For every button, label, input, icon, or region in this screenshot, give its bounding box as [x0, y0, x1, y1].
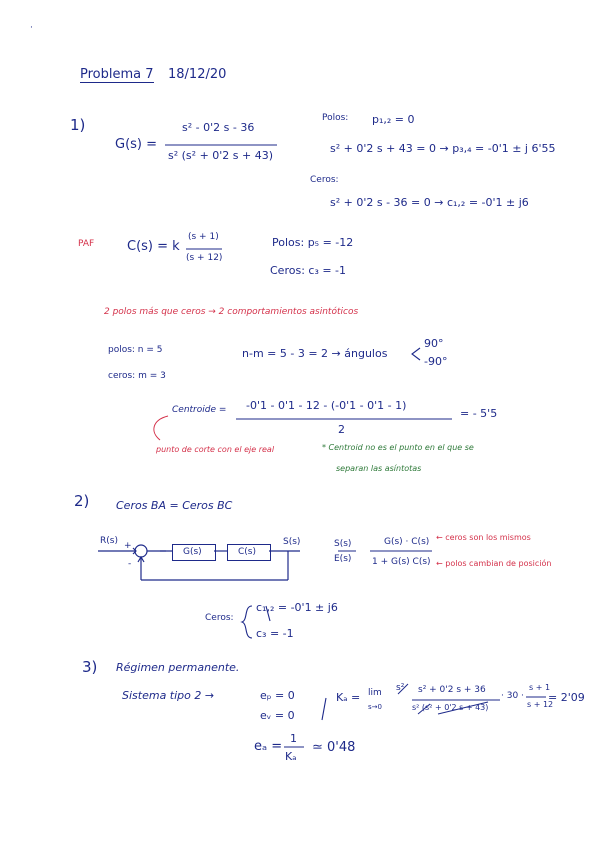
ka-lhs: Kₐ = — [336, 691, 361, 704]
output-label: S(s) — [283, 537, 301, 547]
tf-lhs-num: S(s) — [334, 539, 352, 549]
ea-numerator: 1 — [290, 732, 297, 745]
ka-frac-den: s + 12 — [527, 700, 554, 709]
c-denominator: (s + 12) — [186, 253, 223, 263]
polos-n: polos: n = 5 — [108, 345, 163, 355]
c-ceros: Ceros: c₃ = -1 — [270, 264, 347, 277]
ka-mult: · 30 · — [501, 691, 524, 701]
ka-numerator: s² + 0'2 s + 36 — [418, 685, 486, 695]
ka-result: = 2'09 — [548, 691, 585, 704]
part-1-number: 1) — [70, 116, 86, 134]
n-minus-m: n-m = 5 - 3 = 2 → ángulos — [242, 347, 388, 360]
ea-denominator: Kₐ — [285, 750, 297, 763]
centroide-numerator: -0'1 - 0'1 - 12 - (-0'1 - 0'1 - 1) — [246, 399, 407, 412]
note-centroid-2: separan las asíntotas — [336, 464, 422, 473]
paf-label: PAF — [78, 239, 95, 249]
part-3-number: 3) — [82, 658, 98, 676]
note-centroid-1: * Centroid no es el punto en el que se — [322, 443, 474, 452]
centroide-denominator: 2 — [338, 423, 345, 436]
p2-ceros-label: Ceros: — [205, 613, 234, 623]
ka-frac-num: s + 1 — [529, 683, 551, 692]
c-polos: Polos: p₅ = -12 — [272, 236, 354, 249]
tf-numerator: G(s) · C(s) — [384, 537, 430, 547]
ep-value: eₚ = 0 — [260, 689, 295, 702]
part-2-title: Ceros BA = Ceros BC — [116, 499, 233, 512]
angle-2: -90° — [424, 355, 448, 368]
ka-lim-sub: s→0 — [368, 703, 382, 711]
part-3-title: Régimen permanente. — [116, 661, 240, 674]
angle-1: 90° — [424, 337, 444, 350]
ka-lim: lim — [368, 688, 382, 698]
ea-lhs: eₐ = — [254, 739, 283, 754]
polos-2: s² + 0'2 s + 43 = 0 → p₃,₄ = -0'1 ± j 6'55 — [330, 142, 556, 155]
sistema-tipo: Sistema tipo 2 → — [122, 689, 215, 702]
ceros-1: s² + 0'2 s - 36 = 0 → c₁,₂ = -0'1 ± j6 — [330, 196, 529, 209]
tf-lhs-den: E(s) — [334, 554, 352, 564]
ea-result: ≃ 0'48 — [312, 740, 356, 755]
ev-value: eᵥ = 0 — [260, 709, 295, 722]
p2-c3: c₃ = -1 — [256, 627, 294, 640]
block-g-label: G(s) — [183, 547, 202, 557]
centroide-label: Centroide = — [172, 405, 227, 415]
c-lhs: C(s) = k — [127, 239, 180, 254]
g-lhs: G(s) = — [115, 137, 158, 152]
g-denominator: s² (s² + 0'2 s + 43) — [168, 149, 274, 162]
ka-denominator: s² (s² + 0'2 s + 43) — [412, 703, 489, 712]
g-numerator: s² - 0'2 s - 36 — [182, 121, 255, 134]
tf-note-poles: ← polos cambian de posición — [436, 559, 552, 568]
tf-note-zeros: ← ceros son los mismos — [436, 533, 531, 542]
problem-date: 18/12/20 — [168, 67, 227, 82]
polos-label: Polos: — [322, 113, 349, 123]
ka-s2: s² — [396, 683, 405, 693]
note-asymptotes: 2 polos más que ceros → 2 comportamientos asintóticos — [104, 307, 359, 317]
block-c-label: C(s) — [238, 547, 256, 557]
note-cut-point: punto de corte con el eje real — [156, 445, 275, 454]
c-numerator: (s + 1) — [188, 232, 219, 242]
input-label: R(s) — [100, 536, 118, 546]
sum-minus: - — [128, 559, 132, 569]
p2-c12: c₁,₂ = -0'1 ± j6 — [256, 601, 338, 614]
polos-1: p₁,₂ = 0 — [372, 113, 415, 126]
part-2-number: 2) — [74, 492, 90, 510]
ceros-label: Ceros: — [310, 175, 339, 185]
stray-mark: · — [30, 23, 33, 33]
ceros-m: ceros: m = 3 — [108, 371, 166, 381]
centroide-result: = - 5'5 — [460, 407, 498, 420]
sum-plus: + — [124, 541, 132, 551]
problem-title: Problema 7 — [80, 67, 154, 82]
tf-denominator: 1 + G(s) C(s) — [372, 557, 431, 567]
